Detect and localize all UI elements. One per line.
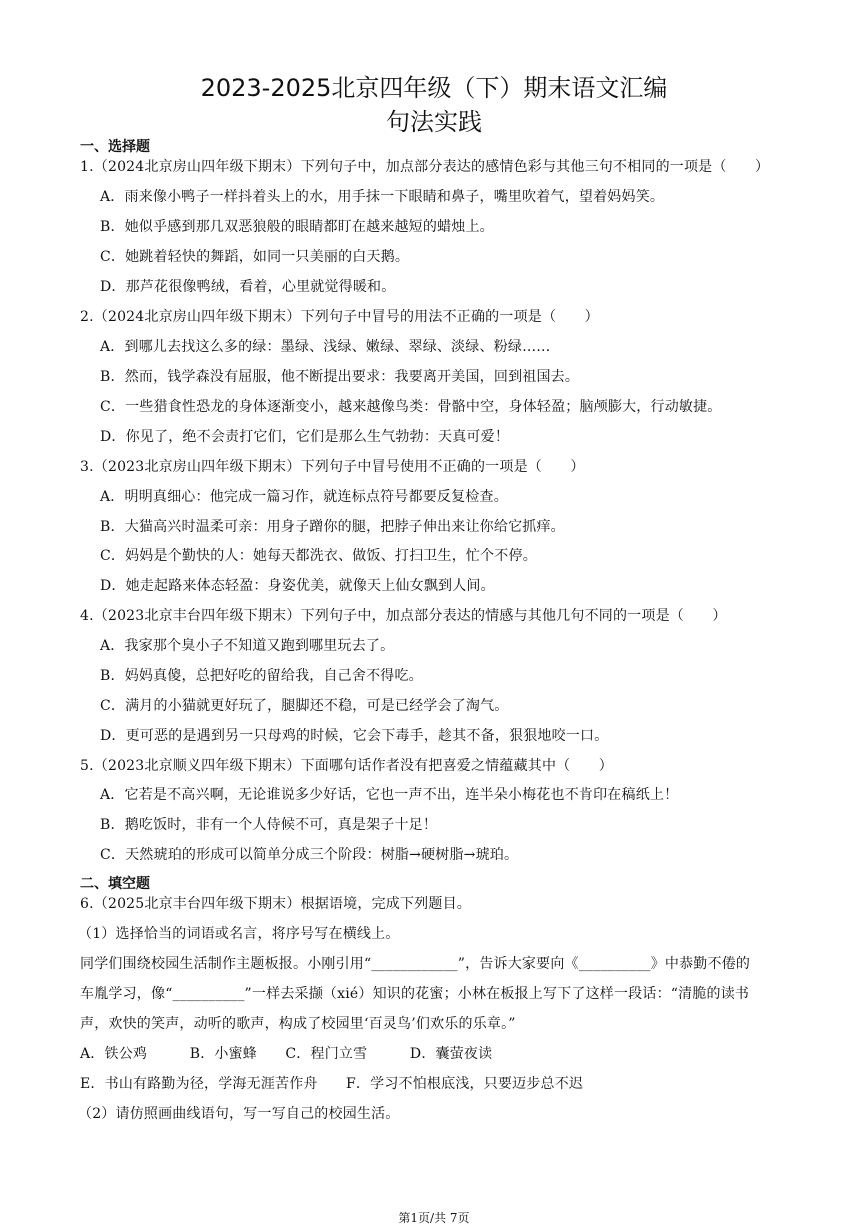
- question-4: 4.（2023北京丰台四年级下期末）下列句子中，加点部分表达的情感与其他几句不同的一项是（ ）: [80, 608, 727, 624]
- section-heading-choice: 一、选择题: [80, 139, 150, 155]
- question-4-option-b: B．妈妈真傻，总把好吃的留给我，自己舍不得吃。: [100, 668, 423, 684]
- question-6-part-1: （1）选择恰当的词语或名言，将序号写在横线上。: [78, 926, 400, 942]
- document-title: 2023-2025北京四年级（下）期末语文汇编: [200, 74, 668, 102]
- question-3-option-a: A．明明真细心：他完成一篇习作，就连标点符号都要反复检查。: [100, 489, 508, 505]
- question-6: 6.（2025北京丰台四年级下期末）根据语境，完成下列题目。: [80, 896, 471, 912]
- question-3: 3.（2023北京房山四年级下期末）下列句子中冒号使用不正确的一项是（ ）: [80, 459, 585, 475]
- question-2-option-a: A．到哪儿去找这么多的绿：墨绿、浅绿、嫩绿、翠绿、淡绿、粉绿……: [100, 339, 551, 355]
- document-subtitle: 句法实践: [386, 108, 482, 136]
- question-1-option-a: A．雨来像小鸭子一样抖着头上的水，用手抹一下眼睛和鼻子，嘴里吹着气，望着妈妈笑。: [100, 189, 665, 205]
- question-1-option-b: B．她似乎感到那几双恶狼般的眼睛都盯在越来越短的蜡烛上。: [100, 219, 494, 235]
- question-4-option-c: C．满月的小猫就更好玩了，腿脚还不稳，可是已经学会了淘气。: [100, 698, 509, 714]
- question-5-option-a: A．它若是不高兴啊，无论谁说多少好话，它也一声不出，连半朵小梅花也不肯印在稿纸上！: [100, 787, 679, 803]
- question-5: 5.（2023北京顺义四年级下期末）下面哪句话作者没有把喜爱之情蕴藏其中（ ）: [80, 758, 613, 774]
- question-4-option-a: A．我家那个臭小子不知道又跑到哪里玩去了。: [100, 638, 395, 654]
- question-2-option-b: B．然而，钱学森没有屈服，他不断提出要求：我要离开美国，回到祖国去。: [100, 369, 580, 385]
- question-2-option-c: C．一些猎食性恐龙的身体逐渐变小，越来越像鸟类：骨骼中空，身体轻盈；脑颅膨大，行动敏捷。: [100, 399, 722, 415]
- question-2: 2.（2024北京房山四年级下期末）下列句子中冒号的用法不正确的一项是（ ）: [80, 309, 599, 325]
- question-3-option-b: B．大猫高兴时温柔可亲：用身子蹭你的腿，把脖子伸出来让你给它抓痒。: [100, 519, 565, 535]
- question-1-option-d: D．那芦花很像鸭绒，看着，心里就觉得暖和。: [100, 279, 396, 295]
- question-5-option-b: B．鹅吃饭时，非有一个人侍候不可，真是架子十足！: [100, 817, 438, 833]
- question-6-part-2: （2）请仿照画曲线语句，写一写自己的校园生活。: [78, 1106, 400, 1122]
- question-2-option-d: D．你见了，绝不会责打它们，它们是那么生气勃勃：天真可爱！: [100, 429, 510, 445]
- question-5-option-c: C．天然琥珀的形成可以简单分成三个阶段：树脂→硬树脂→琥珀。: [100, 847, 519, 863]
- question-1: 1.（2024北京房山四年级下期末）下列句子中，加点部分表达的感情色彩与其他三句不相同的一项是（ ）: [80, 159, 770, 175]
- section-heading-fill: 二、填空题: [80, 876, 150, 892]
- question-3-option-d: D．她走起路来体态轻盈：身姿优美，就像天上仙女飘到人间。: [100, 578, 495, 594]
- question-6-options-row-2: E．书山有路勤为径，学海无涯苦作舟 F．学习不怕根底浅，只要迈步总不迟: [80, 1076, 584, 1092]
- question-4-option-d: D．更可恶的是遇到另一只母鸡的时候，它会下毒手，趁其不备，狠狠地咬一口。: [100, 728, 609, 744]
- page-footer: 第1页/共 7页: [398, 1211, 470, 1225]
- question-3-option-c: C．妈妈是个勤快的人：她每天都洗衣、做饭、打扫卫生，忙个不停。: [100, 548, 537, 564]
- question-6-paragraph-line-2: 车胤学习，像“__________”一样去采撷（xié）知识的花蜜；小林在板报上写下了这样一段话：“清脆的读书: [80, 986, 750, 1002]
- question-1-option-c: C．她跳着轻快的舞蹈，如同一只美丽的白天鹅。: [100, 249, 410, 265]
- question-6-paragraph-line-3: 声，欢快的笑声，动听的歌声，构成了校园里‘百灵鸟’们欢乐的乐章。”: [80, 1016, 516, 1032]
- question-6-options-row-1: A．铁公鸡 B．小蜜蜂 C．程门立雪 D．囊萤夜读: [80, 1046, 493, 1062]
- question-6-paragraph-line-1: 同学们围绕校园生活制作主题板报。小刚引用“____________”，告诉大家要向《__________》中恭勤不倦的: [80, 956, 751, 972]
